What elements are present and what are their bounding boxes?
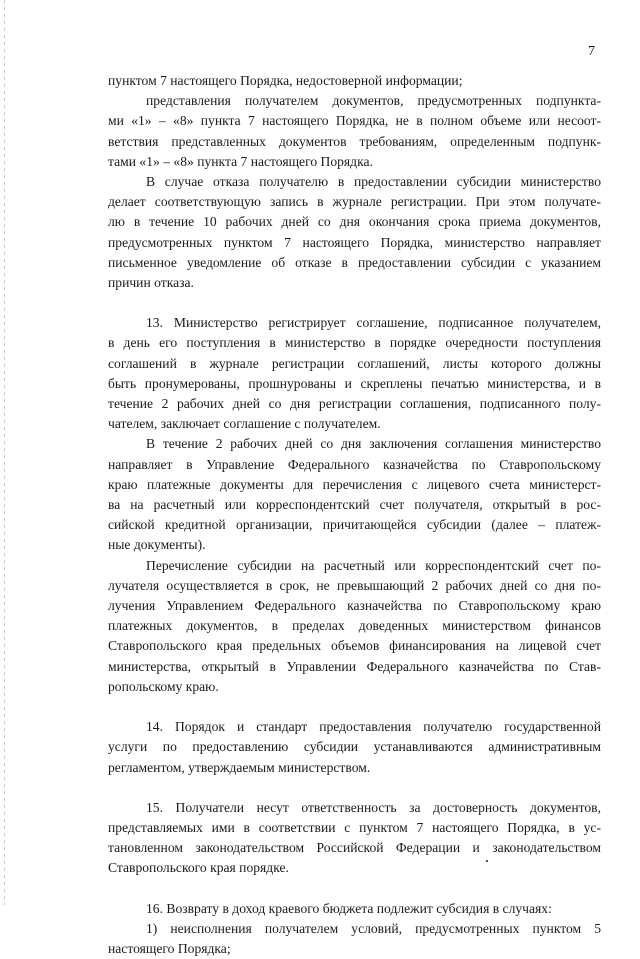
text-line: быть пронумерованы, прошнурованы и скреплены печатью министерства, и в bbox=[108, 375, 601, 391]
paragraph-transfer bbox=[108, 556, 601, 697]
text-line: предусмотренных пунктом 7 настоящего Порядка, министерство направляет bbox=[108, 234, 601, 250]
section-15 bbox=[108, 798, 601, 879]
document-body bbox=[108, 71, 601, 959]
text-line: направляет в Управление Федерального казначейства по Ставропольскому bbox=[108, 456, 601, 472]
text-line: лучателя осуществляется в срок, не превышающий 2 рабочих дней со дня по- bbox=[108, 577, 601, 593]
text-line: соглашений в журнале регистрации соглашений, листы которого должны bbox=[108, 355, 601, 371]
text-line: представляемых ими в соответствии с пунктом 7 настоящего Порядка, в ус- bbox=[108, 819, 601, 835]
paragraph-continuation bbox=[108, 71, 601, 91]
text-line: услуги по предоставлению субсидии устанавливаются административным bbox=[108, 739, 601, 755]
text-line: ва на расчетный или корреспондентский счет получателя, открытый в рос- bbox=[108, 497, 601, 513]
text-line: регламентом, утверждаемым министерством. bbox=[108, 759, 371, 775]
page-number: 7 bbox=[588, 44, 595, 59]
text-line: Ставропольского края порядке. bbox=[108, 860, 289, 876]
text-line: лю в течение 10 рабочих дней со дня окончания срока приема документов, bbox=[108, 214, 601, 230]
text-line: пунктом 7 настоящего Порядка, недостоверной информации; bbox=[108, 73, 463, 88]
scan-speck bbox=[486, 860, 488, 862]
text-line: 1) неисполнения получателем условий, предусмотренных пунктом 5 bbox=[146, 920, 601, 936]
text-line: В течение 2 рабочих дней со дня заключения соглашения министерство bbox=[146, 436, 601, 452]
text-line: причин отказа. bbox=[108, 275, 194, 291]
text-line: 16. Возврату в доход краевого бюджета подлежит субсидия в случаях: bbox=[146, 900, 552, 916]
text-line: платежных документов, в пределах доведенных министерством финансов bbox=[108, 618, 601, 634]
text-line: ные документы). bbox=[108, 537, 206, 553]
text-line: сийской кредитной организации, причитающейся субсидии (далее – платеж- bbox=[108, 517, 601, 533]
text-line: 15. Получатели несут ответственность за достоверность документов, bbox=[146, 799, 601, 815]
text-line: делает соответствующую запись в журнале регистрации. При этом получате- bbox=[108, 194, 601, 210]
text-line: тами «1» – «8» пункта 7 настоящего Порядка. bbox=[108, 153, 373, 169]
text-line: Перечисление субсидии на расчетный или корреспондентский счет по- bbox=[146, 557, 601, 573]
text-line: министерства, открытый в Управлении Федерального казначейства по Став- bbox=[108, 658, 601, 674]
text-line: в день его поступления в министерство в порядке очередности поступления bbox=[108, 335, 601, 351]
text-line: В случае отказа получателю в предоставлении субсидии министерство bbox=[146, 174, 601, 190]
text-line: течение 2 рабочих дней со дня регистрации соглашения, подписанного полу- bbox=[108, 396, 601, 412]
text-line: настоящего Порядка; bbox=[108, 940, 231, 956]
text-line: 14. Порядок и стандарт предоставления получателю государственной bbox=[146, 719, 601, 735]
list-item-1 bbox=[108, 919, 601, 959]
text-line: ропольскому краю. bbox=[108, 678, 219, 694]
text-line: письменное уведомление об отказе в предоставлении субсидии с указанием bbox=[108, 254, 601, 270]
section-14 bbox=[108, 717, 601, 778]
text-line: лучения Управлением Федерального казначейства по Ставропольскому краю bbox=[108, 598, 601, 614]
scan-edge-line bbox=[4, 0, 5, 905]
text-line: краю платежные документы для перечисления с лицевого счета министерст- bbox=[108, 476, 601, 492]
section-13 bbox=[108, 313, 601, 434]
text-line: ми «1» – «8» пункта 7 настоящего Порядка, не в полном объеме или несоот- bbox=[108, 113, 601, 129]
text-line: чателем, заключает соглашение с получателем. bbox=[108, 416, 381, 432]
paragraph-refusal bbox=[108, 172, 601, 293]
section-16 bbox=[108, 899, 601, 919]
paragraph-documents-submission bbox=[108, 91, 601, 172]
text-line: Ставропольского края предельных объемов финансирования на лицевой счет bbox=[108, 638, 601, 654]
text-line: 13. Министерство регистрирует соглашение, подписанное получателем, bbox=[146, 315, 601, 331]
paragraph-payment-documents bbox=[108, 434, 601, 555]
text-line: ветствия представленных документов требованиям, определенным подпунк- bbox=[108, 133, 601, 149]
text-line: представления получателем документов, предусмотренных подпункта- bbox=[146, 93, 601, 109]
text-line: тановленном законодательством Российской Федерации и законодательством bbox=[108, 840, 601, 856]
